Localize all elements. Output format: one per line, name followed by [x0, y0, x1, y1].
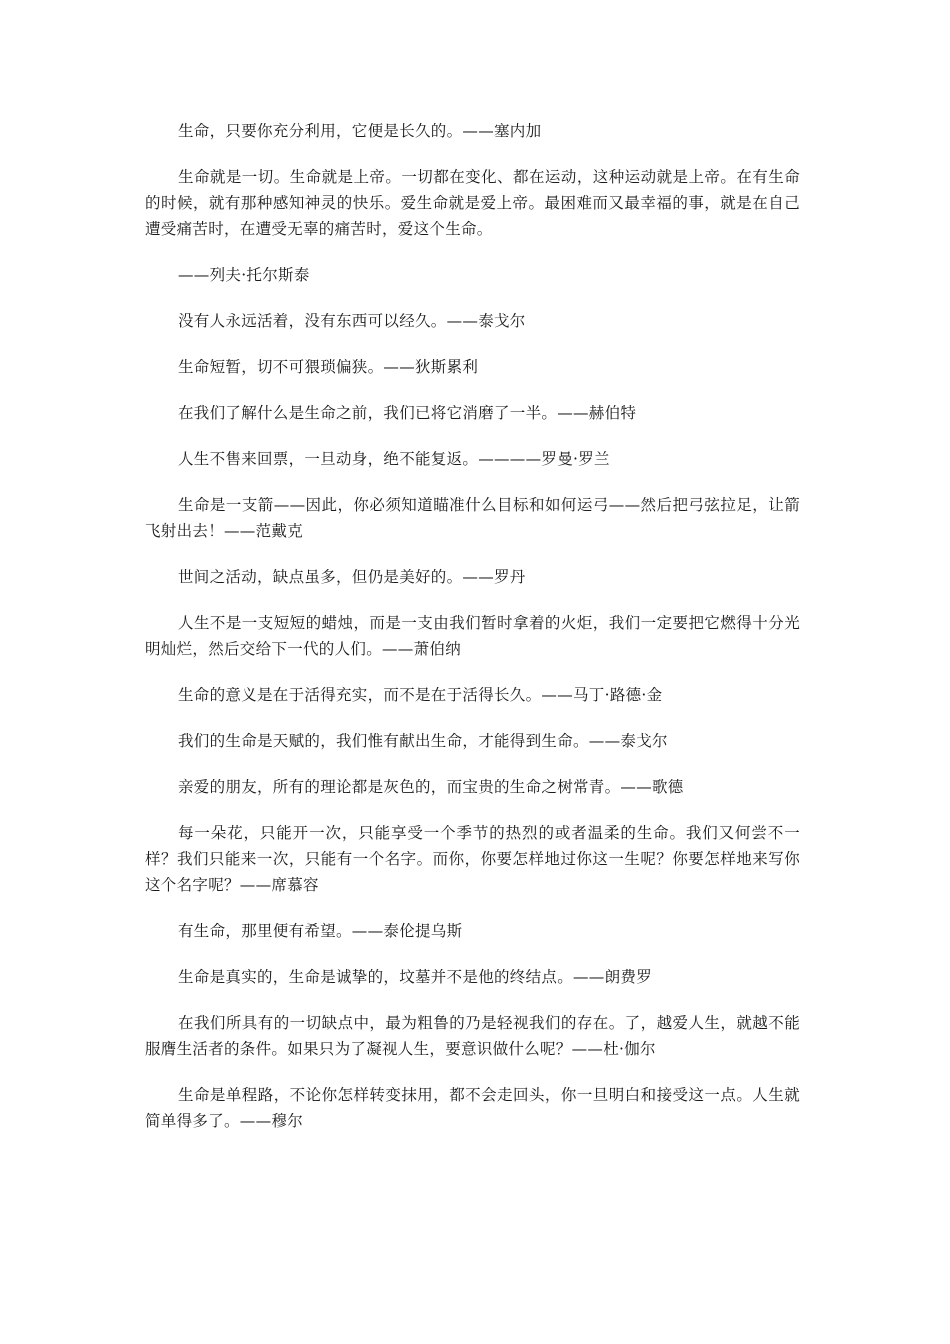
- document-page: [145, 118, 800, 1134]
- quote-paragraph: 有生命，那里便有希望。——泰伦提乌斯: [178, 922, 463, 940]
- quote-paragraph: 生命是一支箭——因此，你必须知道瞄准什么目标和如何运弓——然后把弓弦拉足，让箭飞射出去！——范戴克: [145, 496, 800, 540]
- quote-paragraph: 人生不售来回票，一旦动身，绝不能复返。————罗曼·罗兰: [178, 450, 610, 468]
- quote-paragraph: 每一朵花，只能开一次，只能享受一个季节的热烈的或者温柔的生命。我们又何尝不一样？我们只能来一次，只能有一个名字。而你，你要怎样地过你这一生呢？你要怎样地来写你这个名字呢？——席慕容: [145, 824, 800, 894]
- quote-paragraph: 生命是单程路，不论你怎样转变抹用，都不会走回头，你一旦明白和接受这一点。人生就简单得多了。——穆尔: [145, 1086, 800, 1130]
- quote-paragraph: 人生不是一支短短的蜡烛，而是一支由我们暂时拿着的火炬，我们一定要把它燃得十分光明灿烂，然后交给下一代的人们。——萧伯纳: [145, 614, 800, 658]
- quote-attribution: ——列夫·托尔斯泰: [178, 266, 310, 284]
- quote-paragraph: 生命，只要你充分利用，它便是长久的。——塞内加: [178, 122, 542, 140]
- quote-paragraph: 在我们了解什么是生命之前，我们已将它消磨了一半。——赫伯特: [178, 404, 637, 422]
- quote-paragraph: 生命短暂，切不可猥琐偏狭。——狄斯累利: [178, 358, 479, 376]
- quote-paragraph: 没有人永远活着，没有东西可以经久。——泰戈尔: [178, 312, 526, 330]
- quote-paragraph: 生命的意义是在于活得充实，而不是在于活得长久。——马丁·路德·金: [178, 686, 663, 704]
- quote-paragraph: 在我们所具有的一切缺点中，最为粗鲁的乃是轻视我们的存在。了，越爱人生，就越不能服膺生活者的条件。如果只为了凝视人生，要意识做什么呢？——杜·伽尔: [145, 1014, 800, 1058]
- quote-paragraph: 生命就是一切。生命就是上帝。一切都在变化、都在运动，这种运动就是上帝。在有生命的时候，就有那种感知神灵的快乐。爱生命就是爱上帝。最困难而又最幸福的事，就是在自己遭受痛苦时，在遭受无辜的痛苦时，爱这个生命。: [145, 168, 800, 238]
- quote-paragraph: 生命是真实的，生命是诚挚的，坟墓并不是他的终结点。——朗费罗: [178, 968, 653, 986]
- quote-paragraph: 亲爱的朋友，所有的理论都是灰色的，而宝贵的生命之树常青。——歌德: [178, 778, 684, 796]
- quote-paragraph: 世间之活动，缺点虽多，但仍是美好的。——罗丹: [178, 568, 526, 586]
- quote-paragraph: 我们的生命是天赋的，我们惟有献出生命，才能得到生命。——泰戈尔: [178, 732, 668, 750]
